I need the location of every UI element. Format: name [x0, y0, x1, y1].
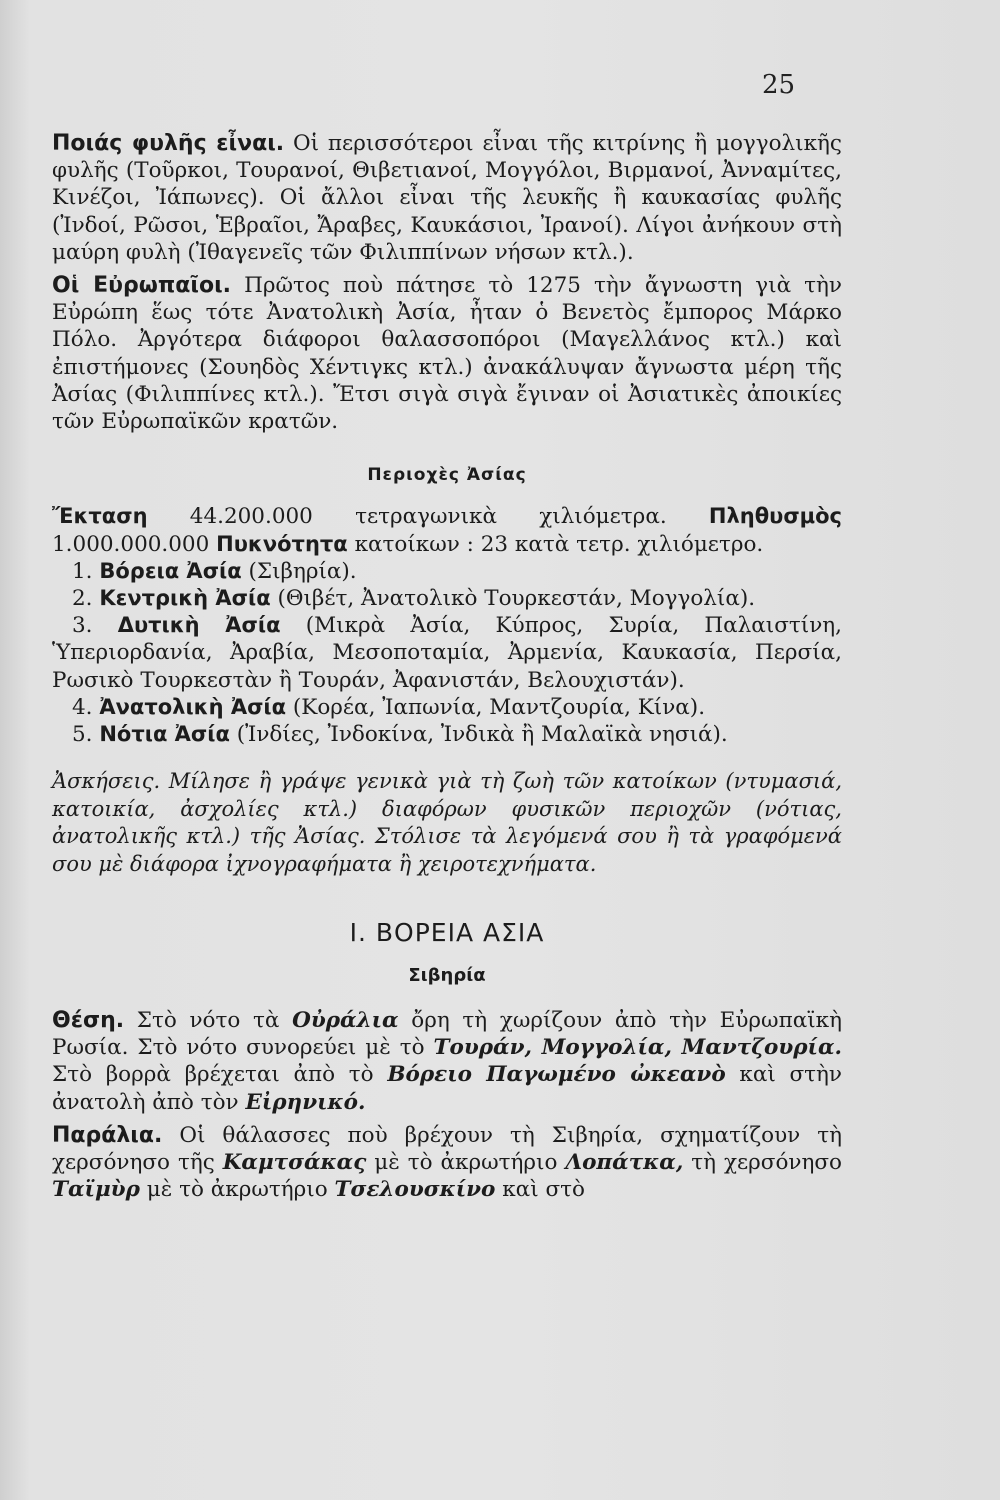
- population-value: 1.000.000.000: [52, 531, 217, 557]
- coasts-text: τὴ χερσόνησο: [683, 1150, 842, 1176]
- place-name: Τσελουσκίνο: [334, 1177, 496, 1203]
- region-details: (Θιβέτ, Ἀνατολικὸ Τουρκεστάν, Μογγολία).: [270, 586, 756, 612]
- exercises-text: Μίλησε ἢ γράψε γενικὰ γιὰ τὴ ζωὴ τῶν κατοίκων (ντυμασιά, κατοικία, ἀσχολίες κτλ.) διαφόρων φυσικῶν περιοχῶν (νότιας, ἀνατολικῆς κτλ.) τῆς Ἀσίας. Στόλισε τὰ λεγόμενά σου ἢ τὰ γραφόμενά σου μὲ διάφορα ἰχνογραφήματα ἢ χειροτεχνήματα.: [52, 769, 842, 877]
- region-item: [52, 585, 842, 612]
- density-label: Πυκνότητα: [216, 531, 348, 556]
- region-number: 5.: [72, 722, 100, 748]
- europeans-lead: Οἱ Εὐρωπαῖοι.: [52, 273, 232, 299]
- region-number: 1.: [72, 558, 100, 584]
- region-details: (Κορέα, Ἰαπωνία, Μαντζουρία, Κίνα).: [286, 694, 706, 720]
- chapter-title: Ι. ΒΟΡΕΙΑ ΑΣΙΑ: [349, 917, 545, 947]
- europeans-paragraph: [52, 272, 842, 435]
- region-details: (Μικρὰ Ἀσία, Κύπρος, Συρία, Παλαιστίνη, Ὑπεριορδανία, Ἀραβία, Μεσοποταμία, Ἀρμενία, Καυκασία, Περσία, Ρωσικὸ Τουρκεστὰν ἢ Τουράν, Ἀφανιστάν, Βελουχιστάν).: [52, 613, 842, 693]
- position-paragraph: [52, 1007, 842, 1116]
- area-value: 44.200.000 τετραγωνικὰ χιλιόμετρα.: [147, 504, 709, 530]
- coasts-text: καὶ στὸ: [495, 1177, 585, 1203]
- region-item: [52, 612, 842, 694]
- place-name: Καμτσάκας: [222, 1150, 367, 1176]
- coasts-text: μὲ τὸ ἀκρωτήριο: [366, 1150, 566, 1176]
- regions-list: [52, 558, 842, 748]
- region-name: Νότια Ἀσία: [99, 722, 230, 747]
- races-lead: Ποιάς φυλῆς εἶναι.: [52, 131, 285, 156]
- position-text: Στὸ βορρὰ βρέχεται ἀπὸ τὸ: [52, 1062, 388, 1088]
- page-number: 25: [762, 70, 796, 100]
- coasts-text: Οἱ θάλασσες ποὺ βρέχουν τὴ Σιβηρία, σχηματίζουν τὴ χερσόνησο τῆς: [52, 1122, 842, 1176]
- region-name: Κεντρικὴ Ἀσία: [99, 586, 271, 611]
- exercises-lead: Ἀσκήσεις.: [52, 769, 161, 794]
- area-label: Ἔκταση: [52, 504, 148, 529]
- region-item: [52, 721, 842, 748]
- region-details: (Σιβηρία).: [241, 558, 357, 584]
- coasts-paragraph: [52, 1122, 842, 1204]
- population-label: Πληθυσμὸς: [708, 504, 842, 529]
- coasts-text: μὲ τὸ ἀκρωτήριο: [139, 1177, 335, 1203]
- subchapter-title: Σιβηρία: [408, 964, 486, 986]
- exercises-paragraph: [52, 768, 842, 878]
- place-name: Εἰρηνικό.: [245, 1089, 366, 1115]
- regions-heading: Περιοχὲς Ἀσίας: [367, 465, 527, 486]
- place-name: Τουράν, Μογγολία, Μαντζουρία.: [433, 1035, 842, 1061]
- region-name: Βόρεια Ἀσία: [99, 558, 242, 583]
- place-name: Ταϊμὺρ: [52, 1177, 140, 1203]
- area-stats: [52, 503, 842, 557]
- region-name: Ἀνατολικὴ Ἀσία: [99, 694, 287, 719]
- region-details: (Ἰνδίες, Ἰνδοκίνα, Ἰνδικὰ ἢ Μαλαϊκὰ νησιά).: [229, 722, 728, 748]
- position-lead: Θέση.: [52, 1008, 125, 1034]
- position-text: καὶ στὴν ἀνατολὴ ἀπὸ τὸν: [52, 1062, 842, 1115]
- europeans-text: Πρῶτος ποὺ πάτησε τὸ 1275 τὴν ἄγνωστη γιὰ τὴν Εὐρώπη ἕως τότε Ἀνατολικὴ Ἀσία, ἦταν ὁ Βενετὸς ἔμπορος Μάρκο Πόλο. Ἀργότερα διάφοροι θαλασσοπόροι (Μαγελλάνος κτλ.) καὶ ἐπιστήμονες (Σουηδὸς Χέντιγκς κτλ.) ἀνακάλυψαν ἄγνωστα μέρη τῆς Ἀσίας (Φιλιππίνες κτλ.). Ἔτσι σιγὰ σιγὰ ἔγιναν οἱ Ἀσιατικὲς ἀποικίες τῶν Εὐρωπαϊκῶν κρατῶν.: [52, 273, 842, 435]
- place-name: Λοπάτκα,: [565, 1150, 684, 1176]
- region-item: [52, 558, 842, 585]
- place-name: Βόρειο Παγωμένο ὠκεανὸ: [387, 1062, 726, 1088]
- races-paragraph: [52, 130, 842, 266]
- races-text: Οἱ περισσότεροι εἶναι τῆς κιτρίνης ἢ μογγολικῆς φυλῆς (Τοῦρκοι, Τουρανοί, Θιβετιανοί, Μογγόλοι, Βιρμανοί, Ἀνναμίτες, Κινέζοι, Ἰάπωνες). Οἱ ἄλλοι εἶναι τῆς λευκῆς ἢ καυκασίας φυλῆς (Ἰνδοί, Ρῶσοι, Ἑβραῖοι, Ἄραβες, Καυκάσιοι, Ἰρανοί). Λίγοι ἀνήκουν στὴ μαύρη φυλὴ (Ἰθαγενεῖς τῶν Φιλιππίνων νήσων κτλ.).: [52, 131, 842, 265]
- position-text: ὄρη τὴ χωρίζουν ἀπὸ τὴν Εὐρωπαϊκὴ Ρωσία. Στὸ νότο συνορεύει μὲ τὸ: [52, 1008, 842, 1061]
- page-content: [52, 130, 842, 1203]
- position-text: Στὸ νότο τὰ: [124, 1008, 293, 1034]
- density-value: κατοίκων : 23 κατὰ τετρ. χιλιόμετρο.: [347, 531, 764, 557]
- region-number: 4.: [72, 694, 100, 720]
- region-number: 3.: [72, 613, 118, 639]
- region-number: 2.: [72, 586, 100, 612]
- region-name: Δυτικὴ Ἀσία: [117, 613, 281, 638]
- place-name: Οὐράλια: [292, 1008, 399, 1034]
- coasts-lead: Παράλια.: [52, 1122, 163, 1148]
- region-item: [52, 694, 842, 721]
